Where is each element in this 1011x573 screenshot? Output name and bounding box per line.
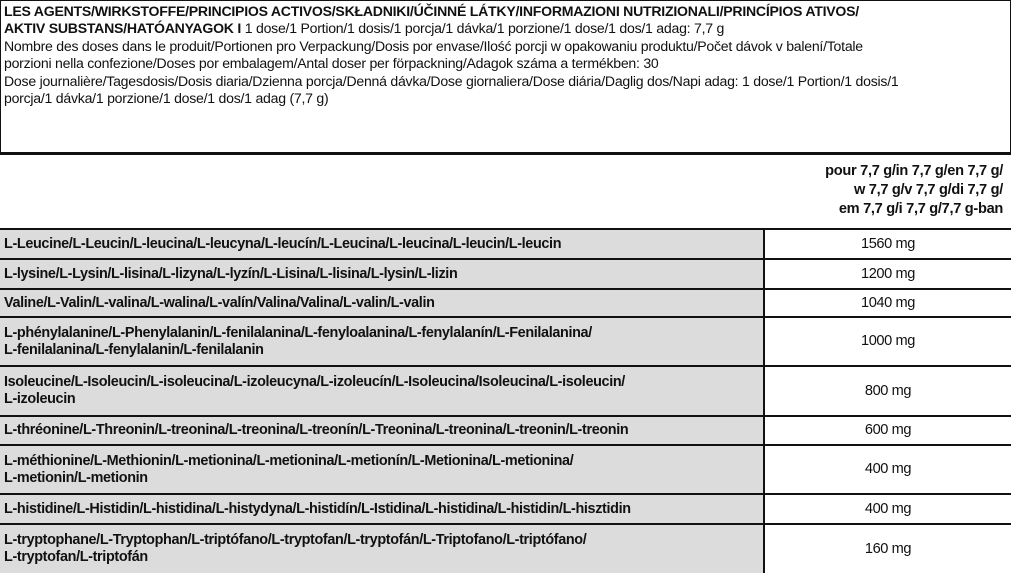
amount-value: 1000 mg	[861, 333, 915, 349]
ingredient-name	[4, 453, 759, 487]
ingredient-name	[4, 295, 759, 312]
ingredient-name-line: L-metionin/L-metionin	[4, 470, 148, 486]
header-line-2	[4, 20, 1004, 37]
ingredient-name-line: L-tryptofan/L-triptofán	[4, 549, 148, 565]
amount-value: 400 mg	[864, 461, 912, 477]
table-row	[0, 288, 1011, 316]
header-separator: I	[237, 20, 242, 37]
servings-line-2: porzioni nella confezione/Doses por embalagem/Antal doser per förpackning/Adagok száma a termékben: 30	[4, 55, 659, 72]
ingredient-name	[4, 501, 759, 518]
table-row	[0, 444, 1011, 493]
table-row	[0, 228, 1011, 258]
ingredient-name	[4, 374, 759, 408]
daily-dose-line-1: Dose journalière/Tagesdosis/Dosis diaria/Dzienna porcja/Denná dávka/Dose giornaliera/Dose diária/Daglig dos/Napi adag: 1 dose/1 Portion/1 dosis/1	[4, 72, 899, 89]
column-header-line: pour 7,7 g/in 7,7 g/en 7,7 g/	[825, 163, 1003, 179]
column-header-line: em 7,7 g/i 7,7 g/7,7 g-ban	[838, 201, 1003, 217]
column-header-blank	[0, 152, 765, 230]
table-row	[0, 523, 1011, 573]
column-header-text	[767, 162, 1003, 219]
ingredient-name-line: L-thréonine/L-Threonin/L-treonina/L-treonina/L-treonín/L-Treonina/L-treonina/L-treonin/L-treonin	[4, 422, 629, 438]
column-header-line: w 7,7 g/v 7,7 g/di 7,7 g/	[853, 182, 1003, 198]
dose-text: 1 dose/1 Portion/1 dosis/1 porcja/1 dávka/1 porzione/1 dose/1 dos/1 adag: 7,7 g	[244, 20, 725, 37]
ingredient-name-line: Valine/L-Valin/L-valina/L-walina/L-valín/Valina/Valina/L-valin/L-valin	[4, 295, 435, 311]
ingredient-name-line: L-izoleucin	[4, 391, 76, 407]
header-title-2: AKTIV SUBSTANS/HATÓANYAGOK	[4, 20, 234, 37]
table-row	[0, 316, 1011, 365]
servings-line-1: Nombre des doses dans le produit/Portionen pro Verpackung/Dosis por envase/Ilość porcji w opakowaniu produktu/Počet dávok v balení/Totale	[4, 37, 863, 54]
header-title: LES AGENTS/WIRKSTOFFE/PRINCIPIOS ACTIVOS/SKŁADNIKI/ÚČINNÉ LÁTKY/INFORMAZIONI NUTRIZIONALI/PRINCÍPIOS ATIVOS/	[4, 3, 859, 19]
table-row	[0, 365, 1011, 415]
header-line-1	[4, 3, 1004, 20]
amount-value: 1560 mg	[861, 236, 915, 252]
table-row	[0, 415, 1011, 444]
amount-value: 400 mg	[864, 501, 912, 517]
ingredient-name-line: L-méthionine/L-Methionin/L-metionina/L-metionina/L-metionín/L-Metionina/L-metionina/	[4, 453, 574, 469]
ingredient-name-line: L-phénylalanine/L-Phenylalanin/L-fenilalanina/L-fenyloalanina/L-fenylalanín/L-Fenilalanina/	[4, 325, 592, 341]
table-row	[0, 258, 1011, 288]
ingredient-name	[4, 532, 759, 566]
ingredients-header	[4, 3, 1004, 107]
ingredient-name-line: L-Leucine/L-Leucin/L-leucina/L-leucyna/L-leucín/L-Leucina/L-leucina/L-leucin/L-leucin	[4, 236, 562, 252]
ingredient-name	[4, 266, 759, 283]
ingredient-name-line: L-lysine/L-Lysin/L-lisina/L-lizyna/L-lyzín/L-Lisina/L-lisina/L-lysin/L-lizin	[4, 266, 458, 282]
daily-dose-line-2: porcja/1 dávka/1 porzione/1 dose/1 dos/1 adag (7,7 g)	[4, 90, 329, 107]
ingredient-name-line: L-histidine/L-Histidin/L-histidina/L-histydyna/L-histidín/L-Istidina/L-histidina/L-histidin/L-hisztidin	[4, 501, 631, 517]
amount-value: 1040 mg	[861, 295, 915, 311]
ingredient-name-line: L-tryptophane/L-Tryptophan/L-triptófano/L-tryptofan/L-tryptofán/L-Triptofano/L-triptófano/	[4, 532, 587, 548]
amount-value: 1200 mg	[861, 266, 915, 282]
ingredient-name	[4, 236, 759, 253]
amount-value: 160 mg	[864, 541, 912, 557]
amount-value: 600 mg	[864, 422, 912, 438]
ingredient-name-line: Isoleucine/L-Isoleucin/L-isoleucina/L-izoleucyna/L-izoleucín/L-Isoleucina/Isoleucina/L-isoleucin/	[4, 374, 625, 390]
ingredient-name	[4, 325, 759, 359]
amount-value: 800 mg	[864, 383, 912, 399]
column-header	[765, 152, 1011, 230]
ingredient-name-line: L-fenilalanina/L-fenylalanin/L-fenilalanin	[4, 342, 264, 358]
ingredient-name	[4, 422, 759, 439]
table-row	[0, 493, 1011, 523]
